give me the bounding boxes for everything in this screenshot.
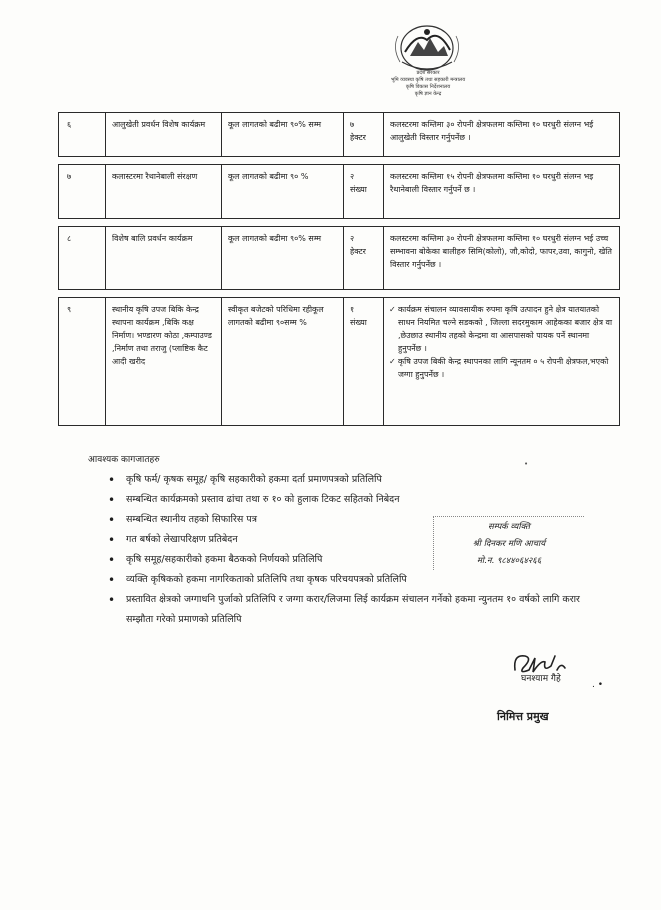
unit-label: हेक्टर — [350, 247, 366, 256]
seal-line: कृषि विकास निर्देशनालय — [405, 84, 451, 90]
program-name-cell: आलुखेती प्रवर्धन विशेष कार्यक्रम — [106, 113, 222, 157]
seal-line: प्रदेश सरकार — [416, 70, 440, 76]
document-item: • कृषि फर्म/ कृषक समूह/ कृषि सहकारीको हकमा दर्ता प्रमाणपत्रको प्रतिलिपि — [106, 470, 586, 490]
document-item: • सम्बन्धित स्थानीय तहको सिफारिस पत्र — [106, 510, 586, 530]
unit-label: संख्या — [350, 318, 367, 327]
budget-cell: कूल लागतको बढीमा ९० % — [222, 165, 344, 219]
signer-title: निमित्त प्रमुख — [497, 710, 549, 723]
row-gap — [59, 219, 620, 227]
unit-cell — [344, 165, 384, 219]
seal-line: कृषि ज्ञान केन्द्र — [414, 91, 442, 97]
document-item: • कृषि समूह/सहकारीको हकमा बैठकको निर्णयको प्रतिलिपि — [106, 550, 586, 570]
program-name-cell: स्थानीय कृषि उपज बिकि केन्द्र स्थापना कार्यक्रम ,बिकि कक्ष निर्माण। भण्डारण कोठा ,कम्पाउण्ड ,निर्माण तथा तराजु (प्लाष्टिक कैट आदी खरीद — [106, 298, 222, 426]
contact-phone: मो.न. ९८४४०६४२६६ — [476, 556, 542, 566]
serial-number-cell: ९ — [59, 298, 106, 426]
criteria-point: ✓ कार्यक्रम संचालन व्यावसायीक रुपमा कृषि उत्पादन हुने क्षेत्र यातयातको साधन नियमित चल्ने सडकको , जिल्ला सदरमुकाम आहेकका बजार क्षेत्र वा ,छेउछाउ स्थानीय तहको केन्द्रमा वा आसपासको पायक पर्ने स्थानमा हुनुपर्नेछ । — [398, 303, 614, 355]
criteria-cell: कलस्टरमा कम्तिमा ३० रोपनी क्षेत्रफलमा कम्तिमा १० घरधुरी संलग्न भई उच्च सम्भावना बोकेका बालीहरु सिमि(कोलो), जौ,कोदो, फापर,उवा, कागुनो, खेति विस्तार गर्नुपर्नेछ । — [384, 227, 620, 290]
serial-number-cell: ८ — [59, 227, 106, 290]
row-gap — [59, 157, 620, 165]
decorative-dots: . • — [592, 680, 604, 690]
criteria-cell: कलस्टरमा कम्तिमा ३० रोपनी क्षेत्रफलमा कम्तिमा १० घरधुरी संलग्न भई आलुखेती विस्तार गर्नुपर्नेछ । — [384, 113, 620, 157]
signer-name: घनश्याम गैहे — [521, 674, 561, 684]
table-row — [59, 165, 620, 219]
serial-number-cell: ६ — [59, 113, 106, 157]
budget-cell: कूल लागतको बढीमा ९०% सम्म — [222, 227, 344, 290]
serial-number-cell: ७ — [59, 165, 106, 219]
row-gap — [59, 290, 620, 298]
seal-line: भूमि व्यवस्था कृषि तथा सहकारी मन्त्रालय — [390, 77, 466, 83]
budget-cell: कूल लागतको बढीमा ९०% सम्म — [222, 113, 344, 157]
unit-cell — [344, 298, 384, 426]
document-item: • प्रस्तावित क्षेत्रको जग्गाधनि पुर्जाको प्रतिलिपि र जग्गा करार/लिजमा लिई कार्यक्रम संचालन गर्नेको हकमा न्युनतम १० वर्षको लागि करार सम्झौता गरेको प्रमाणको प्रतिलिपि — [106, 590, 586, 630]
unit-value: १ — [350, 305, 355, 314]
program-table — [58, 112, 620, 426]
criteria-cell — [384, 298, 620, 426]
table-row — [59, 298, 620, 426]
criteria-checklist — [390, 303, 614, 381]
unit-label: संख्या — [350, 185, 367, 194]
contact-heading: सम्पर्क व्यक्ति — [488, 522, 530, 532]
program-name-cell: विशेष बालि प्रवर्धन कार्यक्रम — [106, 227, 222, 290]
unit-value: ७ — [350, 120, 355, 129]
document-item: • सम्बन्धित कार्यक्रमको प्रस्ताव ढांचा तथा रु १० को हुलाक टिकट सहितको निबेदन — [106, 490, 586, 510]
program-name-cell: कलास्टरमा रैथानेबाली संरक्षण — [106, 165, 222, 219]
contact-name: श्री दिनकर मणि आचार्य — [472, 539, 546, 549]
document-item: • गत बर्षको लेखापरिक्षण प्रतिबेदन — [106, 530, 586, 550]
budget-cell: स्वीकृत बजेटको परिधिमा रहीकूल लागतको बढीमा ९०सम्म % — [222, 298, 344, 426]
unit-cell — [344, 227, 384, 290]
criteria-cell: कलस्टरमा कम्तिमा १५ रोपनी क्षेत्रफलमा कम्तिमा १० घरधुरी संलग्न भइ रैथानेबाली विस्तार गर्नुपर्ने छ । — [384, 165, 620, 219]
margin-mark: • — [524, 460, 529, 468]
criteria-point: ✓ कृषि उपज बिकी केन्द्र स्थापनका लागि न्यूनतम ० ५ रोपनी क्षेत्रफल,भएको जग्गा हुनुपर्नेछ । — [398, 355, 614, 381]
unit-value: २ — [350, 234, 355, 243]
contact-person-box — [433, 516, 584, 570]
table-row — [59, 227, 620, 290]
document-item: • व्यक्ति कृषिकको हकमा नागरिकताको प्रतिलिपि तथा कृषक परिचयपत्रको प्रतिलिपि — [106, 570, 586, 590]
documents-heading: आवश्यक कागजातहरु — [88, 455, 160, 465]
unit-cell — [344, 113, 384, 157]
unit-value: २ — [350, 172, 355, 181]
table-row — [59, 113, 620, 157]
unit-label: हेक्टर — [350, 133, 366, 142]
